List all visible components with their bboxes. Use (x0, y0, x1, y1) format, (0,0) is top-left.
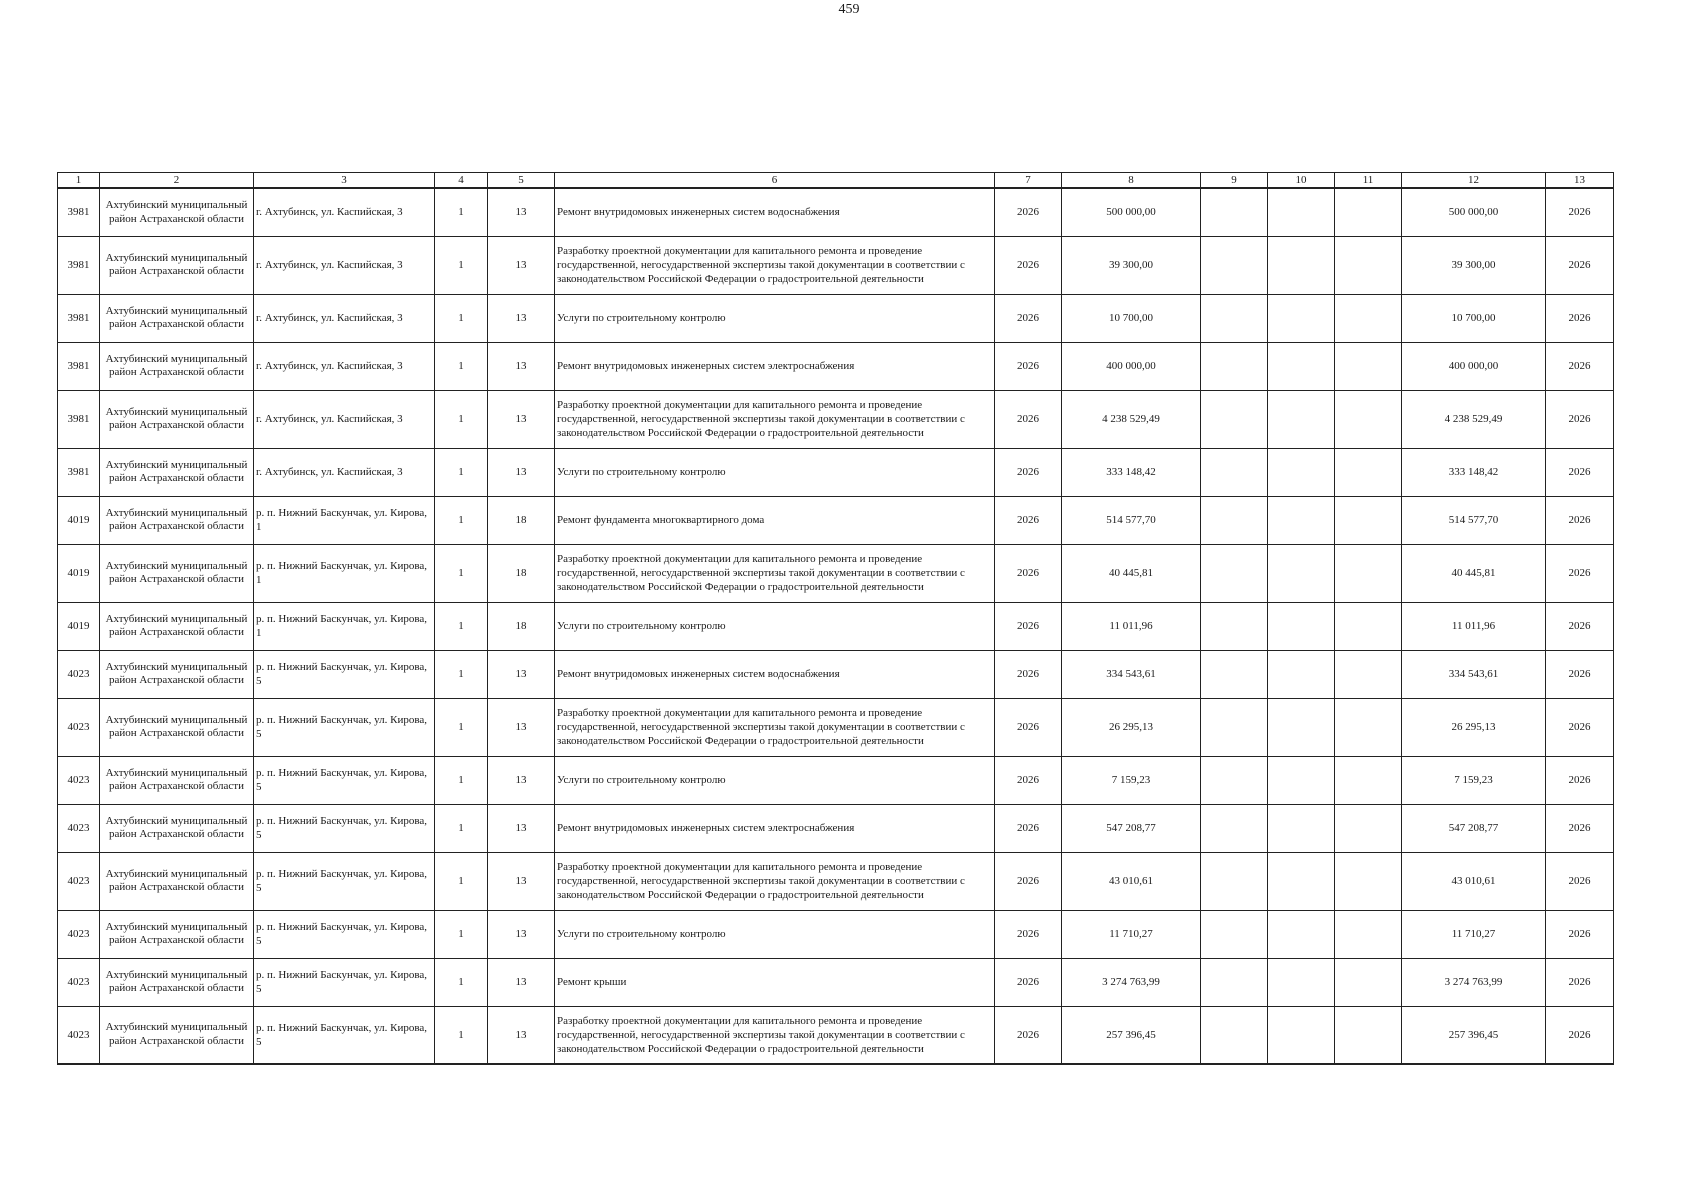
column-5-cell: 18 (488, 544, 555, 602)
object-id-cell: 4023 (58, 650, 100, 698)
column-13-year-cell: 2026 (1546, 342, 1614, 390)
municipality-cell: Ахтубинский муниципальный район Астраханской области (100, 852, 254, 910)
address-cell: р. п. Нижний Баскунчак, ул. Кирова, 5 (254, 1006, 435, 1064)
object-id-cell: 3981 (58, 294, 100, 342)
address-cell: р. п. Нижний Баскунчак, ул. Кирова, 5 (254, 804, 435, 852)
total-cost-cell: 257 396,45 (1062, 1006, 1201, 1064)
column-11-cell (1335, 448, 1402, 496)
column-4-cell: 1 (435, 544, 488, 602)
municipality-cell: Ахтубинский муниципальный район Астраханской области (100, 544, 254, 602)
total-cost-cell: 7 159,23 (1062, 756, 1201, 804)
work-type-cell: Ремонт крыши (555, 958, 995, 1006)
column-9-cell (1201, 448, 1268, 496)
column-4-cell: 1 (435, 910, 488, 958)
column-12-cost-cell: 333 148,42 (1402, 448, 1546, 496)
municipality-cell: Ахтубинский муниципальный район Астраханской области (100, 342, 254, 390)
year-cell: 2026 (995, 496, 1062, 544)
column-13-year-cell: 2026 (1546, 958, 1614, 1006)
work-type-cell: Ремонт внутридомовых инженерных систем электроснабжения (555, 804, 995, 852)
table-row (58, 910, 1614, 958)
year-cell: 2026 (995, 602, 1062, 650)
column-9-cell (1201, 650, 1268, 698)
column-number-header: 3 (254, 173, 435, 189)
municipality-cell: Ахтубинский муниципальный район Астраханской области (100, 188, 254, 236)
column-10-cell (1268, 852, 1335, 910)
column-5-cell: 18 (488, 602, 555, 650)
address-cell: р. п. Нижний Баскунчак, ул. Кирова, 5 (254, 650, 435, 698)
address-cell: г. Ахтубинск, ул. Каспийская, 3 (254, 448, 435, 496)
column-13-year-cell: 2026 (1546, 390, 1614, 448)
table-row (58, 294, 1614, 342)
column-13-year-cell: 2026 (1546, 236, 1614, 294)
address-cell: р. п. Нижний Баскунчак, ул. Кирова, 1 (254, 544, 435, 602)
column-10-cell (1268, 958, 1335, 1006)
column-5-cell: 13 (488, 294, 555, 342)
object-id-cell: 3981 (58, 188, 100, 236)
address-cell: р. п. Нижний Баскунчак, ул. Кирова, 5 (254, 958, 435, 1006)
total-cost-cell: 334 543,61 (1062, 650, 1201, 698)
column-5-cell: 13 (488, 650, 555, 698)
column-5-cell: 13 (488, 390, 555, 448)
work-type-cell: Разработку проектной документации для капитального ремонта и проведение государственной, негосударственной экспертизы такой документации в соответствии с законодательством Российской Федерации о градостроительной деятельности (555, 1006, 995, 1064)
work-type-cell: Разработку проектной документации для капитального ремонта и проведение государственной, негосударственной экспертизы такой документации в соответствии с законодательством Российской Федерации о градостроительной деятельности (555, 544, 995, 602)
column-10-cell (1268, 342, 1335, 390)
column-10-cell (1268, 650, 1335, 698)
column-12-cost-cell: 40 445,81 (1402, 544, 1546, 602)
column-11-cell (1335, 958, 1402, 1006)
column-4-cell: 1 (435, 602, 488, 650)
column-13-year-cell: 2026 (1546, 910, 1614, 958)
object-id-cell: 3981 (58, 236, 100, 294)
year-cell: 2026 (995, 544, 1062, 602)
table-row (58, 496, 1614, 544)
column-12-cost-cell: 547 208,77 (1402, 804, 1546, 852)
work-type-cell: Ремонт внутридомовых инженерных систем водоснабжения (555, 650, 995, 698)
column-number-header: 12 (1402, 173, 1546, 189)
work-type-cell: Разработку проектной документации для капитального ремонта и проведение государственной, негосударственной экспертизы такой документации в соответствии с законодательством Российской Федерации о градостроительной деятельности (555, 236, 995, 294)
address-cell: г. Ахтубинск, ул. Каспийская, 3 (254, 188, 435, 236)
year-cell: 2026 (995, 448, 1062, 496)
table-row (58, 544, 1614, 602)
municipality-cell: Ахтубинский муниципальный район Астраханской области (100, 756, 254, 804)
table-row (58, 698, 1614, 756)
table-row (58, 390, 1614, 448)
column-13-year-cell: 2026 (1546, 804, 1614, 852)
table-row (58, 958, 1614, 1006)
column-12-cost-cell: 7 159,23 (1402, 756, 1546, 804)
year-cell: 2026 (995, 958, 1062, 1006)
column-13-year-cell: 2026 (1546, 698, 1614, 756)
total-cost-cell: 547 208,77 (1062, 804, 1201, 852)
total-cost-cell: 10 700,00 (1062, 294, 1201, 342)
table-row (58, 852, 1614, 910)
municipality-cell: Ахтубинский муниципальный район Астраханской области (100, 602, 254, 650)
table-body (58, 188, 1614, 1064)
municipality-cell: Ахтубинский муниципальный район Астраханской области (100, 958, 254, 1006)
table-row (58, 342, 1614, 390)
column-9-cell (1201, 390, 1268, 448)
work-type-cell: Разработку проектной документации для капитального ремонта и проведение государственной, негосударственной экспертизы такой документации в соответствии с законодательством Российской Федерации о градостроительной деятельности (555, 390, 995, 448)
column-4-cell: 1 (435, 698, 488, 756)
column-13-year-cell: 2026 (1546, 756, 1614, 804)
municipality-cell: Ахтубинский муниципальный район Астраханской области (100, 650, 254, 698)
object-id-cell: 4023 (58, 698, 100, 756)
address-cell: г. Ахтубинск, ул. Каспийская, 3 (254, 342, 435, 390)
column-4-cell: 1 (435, 804, 488, 852)
column-9-cell (1201, 188, 1268, 236)
column-11-cell (1335, 342, 1402, 390)
column-11-cell (1335, 804, 1402, 852)
column-11-cell (1335, 910, 1402, 958)
column-13-year-cell: 2026 (1546, 852, 1614, 910)
year-cell: 2026 (995, 390, 1062, 448)
column-4-cell: 1 (435, 342, 488, 390)
municipality-cell: Ахтубинский муниципальный район Астраханской области (100, 1006, 254, 1064)
column-12-cost-cell: 334 543,61 (1402, 650, 1546, 698)
column-11-cell (1335, 1006, 1402, 1064)
work-type-cell: Ремонт внутридомовых инженерных систем электроснабжения (555, 342, 995, 390)
column-5-cell: 13 (488, 1006, 555, 1064)
column-number-header: 11 (1335, 173, 1402, 189)
column-10-cell (1268, 756, 1335, 804)
column-5-cell: 13 (488, 698, 555, 756)
address-cell: г. Ахтубинск, ул. Каспийская, 3 (254, 236, 435, 294)
year-cell: 2026 (995, 650, 1062, 698)
total-cost-cell: 333 148,42 (1062, 448, 1201, 496)
table-row (58, 448, 1614, 496)
column-13-year-cell: 2026 (1546, 544, 1614, 602)
column-9-cell (1201, 1006, 1268, 1064)
work-type-cell: Услуги по строительному контролю (555, 294, 995, 342)
column-4-cell: 1 (435, 650, 488, 698)
column-number-header: 9 (1201, 173, 1268, 189)
table-row (58, 602, 1614, 650)
municipality-cell: Ахтубинский муниципальный район Астраханской области (100, 804, 254, 852)
object-id-cell: 3981 (58, 448, 100, 496)
column-5-cell: 18 (488, 496, 555, 544)
work-type-cell: Услуги по строительному контролю (555, 448, 995, 496)
column-number-header: 8 (1062, 173, 1201, 189)
column-13-year-cell: 2026 (1546, 602, 1614, 650)
column-10-cell (1268, 236, 1335, 294)
column-9-cell (1201, 236, 1268, 294)
column-11-cell (1335, 698, 1402, 756)
year-cell: 2026 (995, 804, 1062, 852)
total-cost-cell: 11 710,27 (1062, 910, 1201, 958)
total-cost-cell: 500 000,00 (1062, 188, 1201, 236)
column-4-cell: 1 (435, 852, 488, 910)
total-cost-cell: 400 000,00 (1062, 342, 1201, 390)
address-cell: р. п. Нижний Баскунчак, ул. Кирова, 5 (254, 852, 435, 910)
address-cell: р. п. Нижний Баскунчак, ул. Кирова, 5 (254, 910, 435, 958)
object-id-cell: 4023 (58, 958, 100, 1006)
year-cell: 2026 (995, 698, 1062, 756)
column-10-cell (1268, 910, 1335, 958)
column-13-year-cell: 2026 (1546, 1006, 1614, 1064)
year-cell: 2026 (995, 1006, 1062, 1064)
column-4-cell: 1 (435, 1006, 488, 1064)
total-cost-cell: 3 274 763,99 (1062, 958, 1201, 1006)
column-number-header: 7 (995, 173, 1062, 189)
total-cost-cell: 40 445,81 (1062, 544, 1201, 602)
capital-repair-table (57, 172, 1614, 1065)
municipality-cell: Ахтубинский муниципальный район Астраханской области (100, 390, 254, 448)
column-5-cell: 13 (488, 448, 555, 496)
column-13-year-cell: 2026 (1546, 496, 1614, 544)
column-11-cell (1335, 188, 1402, 236)
address-cell: р. п. Нижний Баскунчак, ул. Кирова, 1 (254, 602, 435, 650)
column-number-row (58, 173, 1614, 189)
column-12-cost-cell: 3 274 763,99 (1402, 958, 1546, 1006)
column-5-cell: 13 (488, 188, 555, 236)
column-10-cell (1268, 804, 1335, 852)
column-11-cell (1335, 496, 1402, 544)
column-10-cell (1268, 294, 1335, 342)
column-10-cell (1268, 544, 1335, 602)
column-9-cell (1201, 544, 1268, 602)
column-number-header: 2 (100, 173, 254, 189)
column-5-cell: 13 (488, 342, 555, 390)
column-12-cost-cell: 514 577,70 (1402, 496, 1546, 544)
work-type-cell: Услуги по строительному контролю (555, 602, 995, 650)
municipality-cell: Ахтубинский муниципальный район Астраханской области (100, 236, 254, 294)
address-cell: р. п. Нижний Баскунчак, ул. Кирова, 5 (254, 698, 435, 756)
column-9-cell (1201, 910, 1268, 958)
object-id-cell: 3981 (58, 390, 100, 448)
object-id-cell: 3981 (58, 342, 100, 390)
column-number-header: 13 (1546, 173, 1614, 189)
work-type-cell: Услуги по строительному контролю (555, 756, 995, 804)
table-row (58, 804, 1614, 852)
column-9-cell (1201, 756, 1268, 804)
table-row (58, 236, 1614, 294)
column-9-cell (1201, 602, 1268, 650)
column-10-cell (1268, 448, 1335, 496)
column-12-cost-cell: 11 011,96 (1402, 602, 1546, 650)
column-12-cost-cell: 10 700,00 (1402, 294, 1546, 342)
column-4-cell: 1 (435, 958, 488, 1006)
column-5-cell: 13 (488, 236, 555, 294)
column-11-cell (1335, 602, 1402, 650)
column-12-cost-cell: 11 710,27 (1402, 910, 1546, 958)
column-5-cell: 13 (488, 910, 555, 958)
column-9-cell (1201, 698, 1268, 756)
object-id-cell: 4023 (58, 804, 100, 852)
work-type-cell: Разработку проектной документации для капитального ремонта и проведение государственной, негосударственной экспертизы такой документации в соответствии с законодательством Российской Федерации о градостроительной деятельности (555, 852, 995, 910)
address-cell: г. Ахтубинск, ул. Каспийская, 3 (254, 390, 435, 448)
municipality-cell: Ахтубинский муниципальный район Астраханской области (100, 294, 254, 342)
column-9-cell (1201, 804, 1268, 852)
total-cost-cell: 4 238 529,49 (1062, 390, 1201, 448)
address-cell: р. п. Нижний Баскунчак, ул. Кирова, 5 (254, 756, 435, 804)
year-cell: 2026 (995, 910, 1062, 958)
table-row (58, 650, 1614, 698)
municipality-cell: Ахтубинский муниципальный район Астраханской области (100, 496, 254, 544)
page-number: 459 (838, 2, 860, 17)
year-cell: 2026 (995, 852, 1062, 910)
year-cell: 2026 (995, 756, 1062, 804)
column-5-cell: 13 (488, 852, 555, 910)
municipality-cell: Ахтубинский муниципальный район Астраханской области (100, 448, 254, 496)
total-cost-cell: 11 011,96 (1062, 602, 1201, 650)
column-9-cell (1201, 958, 1268, 1006)
column-11-cell (1335, 544, 1402, 602)
year-cell: 2026 (995, 236, 1062, 294)
object-id-cell: 4019 (58, 544, 100, 602)
object-id-cell: 4023 (58, 1006, 100, 1064)
column-12-cost-cell: 39 300,00 (1402, 236, 1546, 294)
column-12-cost-cell: 4 238 529,49 (1402, 390, 1546, 448)
column-4-cell: 1 (435, 448, 488, 496)
column-9-cell (1201, 342, 1268, 390)
address-cell: р. п. Нижний Баскунчак, ул. Кирова, 1 (254, 496, 435, 544)
column-11-cell (1335, 294, 1402, 342)
total-cost-cell: 26 295,13 (1062, 698, 1201, 756)
column-12-cost-cell: 500 000,00 (1402, 188, 1546, 236)
column-5-cell: 13 (488, 804, 555, 852)
column-5-cell: 13 (488, 756, 555, 804)
column-4-cell: 1 (435, 188, 488, 236)
column-5-cell: 13 (488, 958, 555, 1006)
address-cell: г. Ахтубинск, ул. Каспийская, 3 (254, 294, 435, 342)
column-4-cell: 1 (435, 390, 488, 448)
table-row (58, 1006, 1614, 1064)
column-13-year-cell: 2026 (1546, 650, 1614, 698)
column-11-cell (1335, 236, 1402, 294)
work-type-cell: Ремонт фундамента многоквартирного дома (555, 496, 995, 544)
column-13-year-cell: 2026 (1546, 448, 1614, 496)
work-type-cell: Услуги по строительному контролю (555, 910, 995, 958)
municipality-cell: Ахтубинский муниципальный район Астраханской области (100, 910, 254, 958)
column-11-cell (1335, 852, 1402, 910)
object-id-cell: 4023 (58, 756, 100, 804)
column-4-cell: 1 (435, 294, 488, 342)
column-4-cell: 1 (435, 236, 488, 294)
year-cell: 2026 (995, 342, 1062, 390)
total-cost-cell: 43 010,61 (1062, 852, 1201, 910)
work-type-cell: Ремонт внутридомовых инженерных систем водоснабжения (555, 188, 995, 236)
column-9-cell (1201, 852, 1268, 910)
object-id-cell: 4023 (58, 852, 100, 910)
object-id-cell: 4023 (58, 910, 100, 958)
column-number-header: 5 (488, 173, 555, 189)
column-10-cell (1268, 602, 1335, 650)
work-type-cell: Разработку проектной документации для капитального ремонта и проведение государственной, негосударственной экспертизы такой документации в соответствии с законодательством Российской Федерации о градостроительной деятельности (555, 698, 995, 756)
column-13-year-cell: 2026 (1546, 188, 1614, 236)
column-9-cell (1201, 294, 1268, 342)
year-cell: 2026 (995, 294, 1062, 342)
column-10-cell (1268, 496, 1335, 544)
column-10-cell (1268, 188, 1335, 236)
column-9-cell (1201, 496, 1268, 544)
total-cost-cell: 514 577,70 (1062, 496, 1201, 544)
year-cell: 2026 (995, 188, 1062, 236)
column-10-cell (1268, 390, 1335, 448)
column-12-cost-cell: 257 396,45 (1402, 1006, 1546, 1064)
column-11-cell (1335, 756, 1402, 804)
table-row (58, 756, 1614, 804)
object-id-cell: 4019 (58, 602, 100, 650)
column-number-header: 1 (58, 173, 100, 189)
column-4-cell: 1 (435, 496, 488, 544)
column-number-header: 10 (1268, 173, 1335, 189)
column-12-cost-cell: 400 000,00 (1402, 342, 1546, 390)
column-12-cost-cell: 43 010,61 (1402, 852, 1546, 910)
column-13-year-cell: 2026 (1546, 294, 1614, 342)
column-12-cost-cell: 26 295,13 (1402, 698, 1546, 756)
column-4-cell: 1 (435, 756, 488, 804)
column-number-header: 4 (435, 173, 488, 189)
column-11-cell (1335, 650, 1402, 698)
column-10-cell (1268, 1006, 1335, 1064)
object-id-cell: 4019 (58, 496, 100, 544)
table-row (58, 188, 1614, 236)
column-11-cell (1335, 390, 1402, 448)
total-cost-cell: 39 300,00 (1062, 236, 1201, 294)
column-10-cell (1268, 698, 1335, 756)
municipality-cell: Ахтубинский муниципальный район Астраханской области (100, 698, 254, 756)
column-number-header: 6 (555, 173, 995, 189)
